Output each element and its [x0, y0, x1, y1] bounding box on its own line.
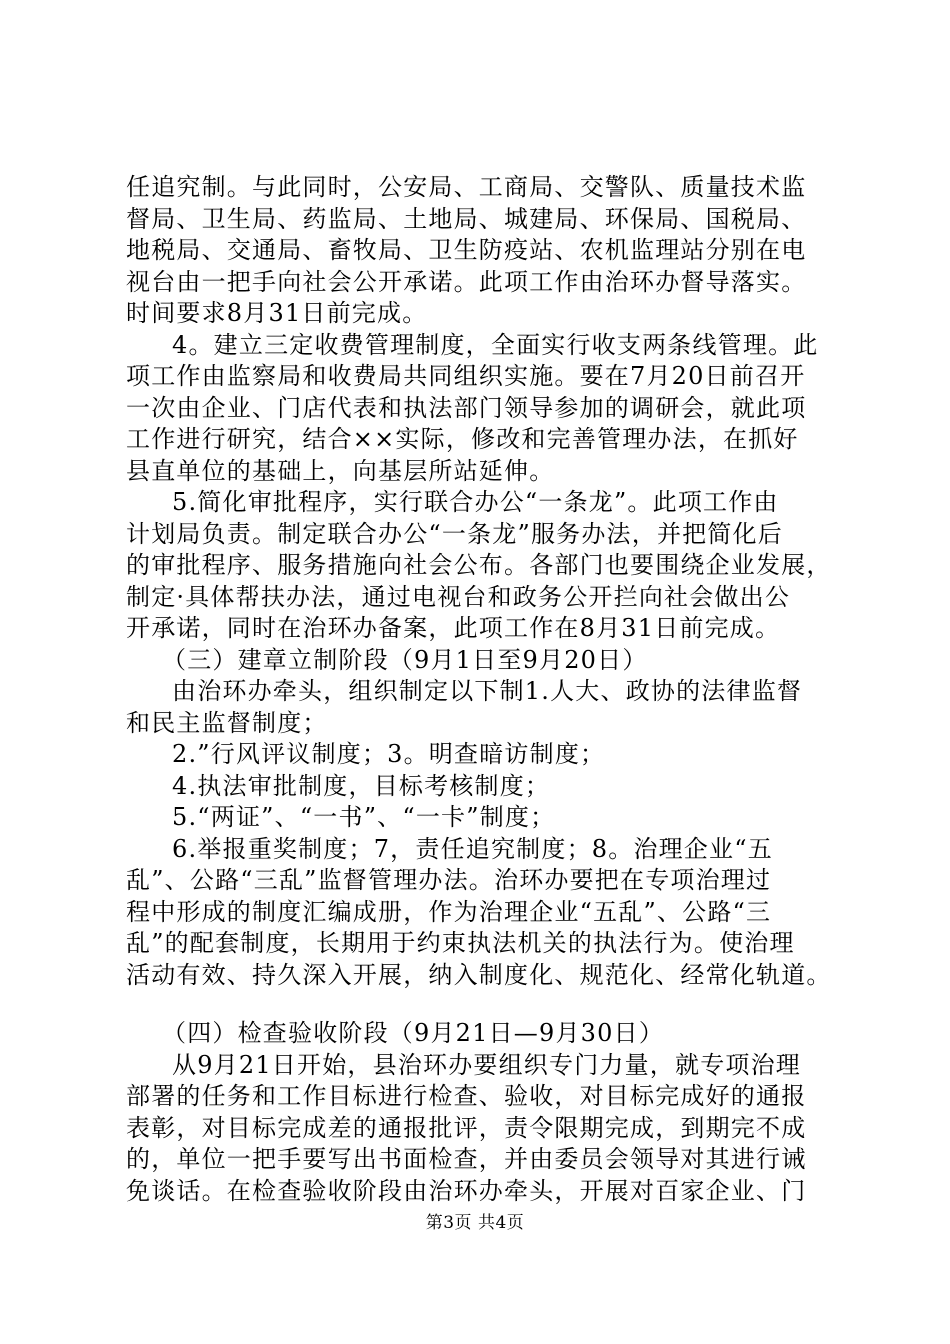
- text-line: 计划局负责。制定联合办公“一条龙”服务办法，并把简化后: [126, 519, 783, 548]
- text-line: 乱”、公路“三乱”监督管理办法。治环办要把在专项治理过: [126, 866, 772, 894]
- text-line: 2.”行风评议制度；3。明查暗访制度；: [172, 740, 606, 768]
- text-line: 由治环办牵头，组织制定以下制1.人大、政协的法律监督: [172, 677, 803, 705]
- text-line: 工作进行研究，结合××实际，修改和完善管理办法，在抓好: [126, 425, 799, 453]
- text-line: 开承诺，同时在治环办备案，此项工作在8月31日前完成。: [126, 614, 781, 642]
- text-line: 项工作由监察局和收费局共同组织实施。要在7月20日前召开: [126, 362, 806, 390]
- text-line: 和民主监督制度；: [126, 708, 328, 737]
- document-body: [126, 172, 836, 1207]
- text-line: 的，单位一把手要写出书面检查，并由委员会领导对其进行诫: [126, 1145, 807, 1173]
- text-line: 部署的任务和工作目标进行检查、验收，对目标完成好的通报: [126, 1082, 807, 1110]
- text-line: 视台由一把手向社会公开承诺。此项工作由治环办督导落实。: [126, 267, 807, 296]
- text-line: 地税局、交通局、畜牧局、卫生防疫站、农机监理站分别在电: [126, 236, 807, 264]
- text-line: 程中形成的制度汇编成册，作为治理企业“五乱”、公路“三: [126, 897, 772, 926]
- text-line: 时间要求8月31日前完成。: [126, 299, 428, 327]
- text-line: 6.举报重奖制度；7，责任追究制度；8。治理企业“五: [172, 834, 773, 863]
- text-line: 4。建立三定收费管理制度，全面实行收支两条线管理。此: [172, 330, 819, 359]
- page-number-footer: 第3页 共4页: [425, 1213, 525, 1233]
- text-line: 一次由企业、门店代表和执法部门领导参加的调研会，就此项: [126, 393, 807, 422]
- text-line: 免谈话。在检查验收阶段由治环办牵头，开展对百家企业、门: [126, 1176, 807, 1205]
- text-line: 4.执法审批制度，目标考核制度；: [172, 771, 551, 800]
- text-line: 的审批程序、服务措施向社会公布。各部门也要围绕企业发展，: [126, 551, 832, 579]
- section-heading-3: （三）建章立制阶段（9月1日至9月20日）: [162, 645, 648, 674]
- text-line: 乱”的配套制度，长期用于约束执法机关的执法行为。使治理: [126, 929, 795, 957]
- text-line: 5.简化审批程序，实行联合办公“一条龙”。此项工作由: [172, 488, 779, 516]
- paragraph-gap: [126, 991, 836, 1018]
- text-line: 5.“两证”、“一书”、“一卡”制度；: [172, 803, 556, 831]
- section-heading-4: （四）检查验收阶段（9月21日—9月30日）: [162, 1019, 665, 1047]
- text-line: 制定·具体帮扶办法，通过电视台和政务公开拦向社会做出公: [126, 582, 791, 611]
- text-line: 县直单位的基础上，向基层所站延伸。: [126, 456, 555, 485]
- text-line: 活动有效、持久深入开展，纳入制度化、规范化、经常化轨道。: [126, 960, 832, 989]
- text-line: 督局、卫生局、药监局、土地局、城建局、环保局、国税局、: [126, 204, 807, 233]
- text-line: 表彰，对目标完成差的通报批评，责令限期完成，到期完不成: [126, 1113, 807, 1142]
- text-line: 从9月21日开始，县治环办要组织专门力量，就专项治理: [172, 1050, 802, 1079]
- text-line: 任追究制。与此同时，公安局、工商局、交警队、质量技术监: [126, 173, 807, 201]
